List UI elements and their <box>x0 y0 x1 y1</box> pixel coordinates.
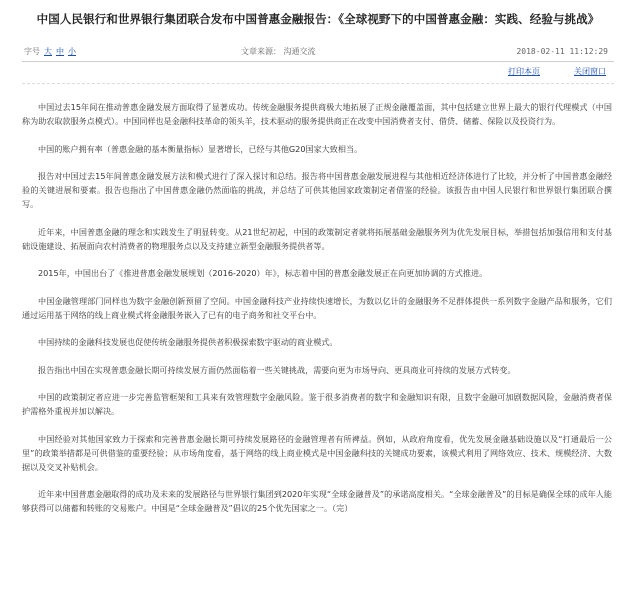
article-datetime: 2018-02-11 11:12:29 <box>516 46 608 56</box>
article-paragraph: 2015年，中国出台了《推进普惠金融发展规划（2016-2020）年》，标志着中国的普惠金融发展正在向更加协调的方式推进。 <box>38 268 488 278</box>
font-size-small-link[interactable]: 小 <box>68 46 76 56</box>
article-paragraph: 中国经验对其他国家致力于探索和完善普惠金融长期可持续发展路径的金融管理者有所裨益。例如，从政府角度看，优先发展金融基础设施以及“打通最后一公里”的政策举措都是可供借鉴的重要经验；从市场角度看，基于网络的线上商业模式是中国金融科技的关键成功要素，该模式利用了网络效应、技术、规模经济、大数据以及交叉补贴机会。 <box>22 433 612 472</box>
article-paragraph: 中国过去15年间在推动普惠金融发展方面取得了显著成功。传统金融服务提供商极大地拓展了正规金融覆盖面，其中包括建立世界上最大的银行代理模式（中国称为助农取款服务点模式）。中国同样也是金融科技革命的领头羊，技术驱动的服务提供商正在改变中国消费者支付、借贷、储蓄、保险以及投资行为。 <box>22 102 612 126</box>
article-paragraph: 中国持续的金融科技发展也促使传统金融服务提供者积极探索数字驱动的商业模式。 <box>38 337 338 347</box>
font-size-label: 字号 <box>24 46 40 56</box>
article-paragraph: 中国的账户拥有率（普惠金融的基本衡量指标）显著增长，已经与其他G20国家大致相当。 <box>38 143 363 154</box>
article-actions <box>22 66 614 77</box>
article-paragraph: 中国的政策制定者应进一步完善监管框架和工具来有效管理数字金融风险。鉴于很多消费者的数字和金融知识有限，且数字金融可加剧数据风险，金融消费者保护需格外重视并加以解决。 <box>22 392 612 416</box>
font-size-medium-link[interactable]: 中 <box>56 46 64 56</box>
article-title: 中国人民银行和世界银行集团联合发布中国普惠金融报告：《全球视野下的中国普惠金融：实践、经验与挑战》 <box>36 12 600 26</box>
article-source: 文章来源： 沟通交流 <box>241 46 316 56</box>
article-paragraph: 报告对中国过去15年间普惠金融发展方法和模式进行了深入探讨和总结。报告将中国普惠金融发展进程与其他相近经济体进行了比较，并分析了中国普惠金融经验的关键进展和要素。报告也指出了中国普惠金融仍然面临的挑战，并总结了可供其他国家政策制定者借鉴的经验。该报告由中国人民银行和世界银行集团联合撰写。 <box>22 171 612 209</box>
header-divider <box>22 61 614 62</box>
article-meta-bar <box>22 44 614 58</box>
actions-divider <box>22 83 614 84</box>
article-paragraph: 近年来中国普惠金融取得的成功及未来的发展路径与世界银行集团到2020年实现“全球金融普及”的承诺高度相关。“全球金融普及”的目标是确保全球的成年人能够获得可以储蓄和转账的交易账户。中国是“全球金融普及”倡议的25个优先国家之一。（完） <box>22 489 612 513</box>
article-paragraph: 中国金融管理部门同样也为数字金融创新预留了空间。中国金融科技产业持续快速增长，为数以亿计的金融服务不足群体提供一系列数字金融产品和服务，它们通过运用基于网络的线上商业模式将金融服务嵌入了已有的电子商务和社交平台中。 <box>22 295 612 320</box>
close-window-link[interactable]: 关闭窗口 <box>574 67 606 76</box>
article-paragraph: 报告指出中国在实现普惠金融长期可持续发展方面仍然面临着一些关键挑战，需要向更为市场导向、更具商业可持续的发展方式转变。 <box>38 364 516 375</box>
font-size-large-link[interactable]: 大 <box>44 46 52 56</box>
print-page-link[interactable]: 打印本页 <box>508 67 540 76</box>
article-paragraph: 近年来，中国普惠金融的理念和实践发生了明显转变。从21世纪初起，中国的政策制定者就将拓展基础金融服务列为优先发展目标，举措包括加强信用和支付基础设施建设、拓展面向农村消费者的物理服务点以及支持建立新型金融服务提供者等。 <box>22 226 612 251</box>
article-page <box>0 11 630 615</box>
article-body <box>22 100 614 515</box>
